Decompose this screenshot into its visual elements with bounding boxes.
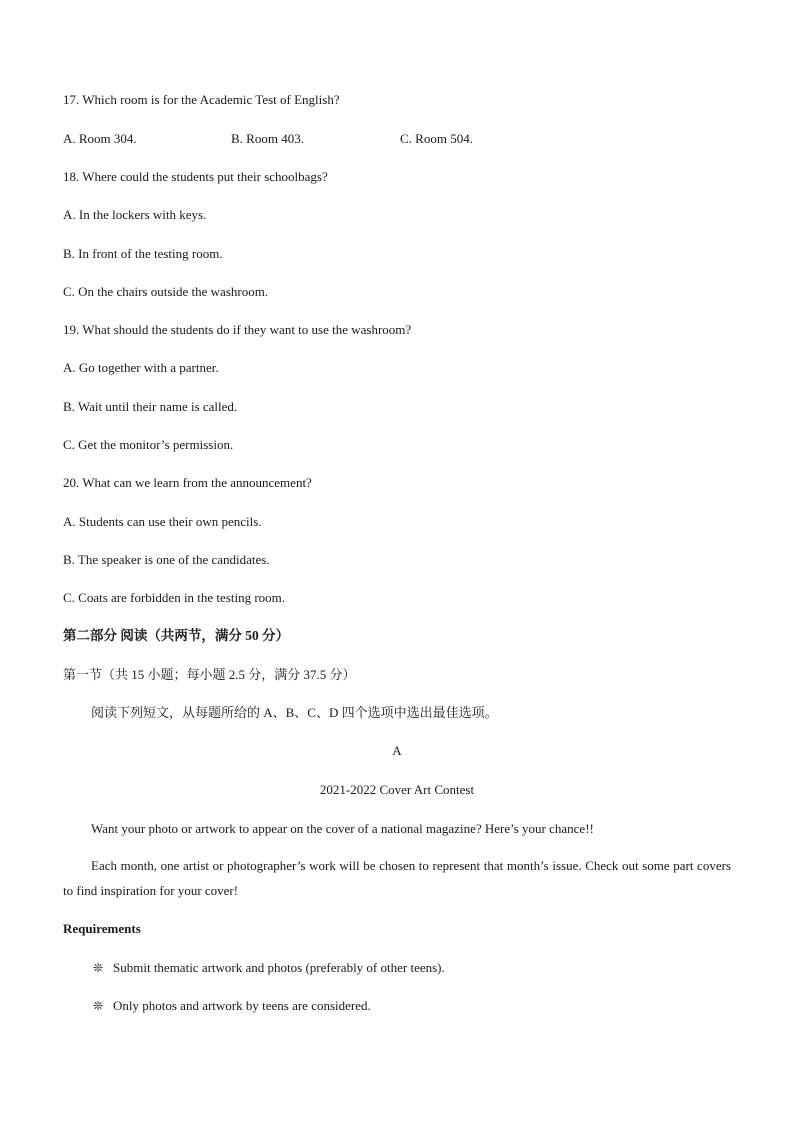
passage-letter: A xyxy=(392,743,402,758)
question-18-option-b: B. In front of the testing room. xyxy=(63,246,223,261)
question-20-option-b: B. The speaker is one of the candidates. xyxy=(63,552,270,567)
question-19-option-c: C. Get the monitor’s permission. xyxy=(63,437,234,452)
passage-title: 2021-2022 Cover Art Contest xyxy=(319,782,475,797)
question-20-stem: 20. What can we learn from the announcement? xyxy=(63,475,312,490)
question-17-option-b: B. Room 403. xyxy=(231,131,304,146)
question-19-stem: 19. What should the students do if they want to use the washroom? xyxy=(63,322,412,337)
requirement-item xyxy=(93,960,445,976)
passage-paragraph-1: Want your photo or artwork to appear on the cover of a national magazine? Here’s your chance!! xyxy=(91,821,594,836)
part-two-heading: 第二部分 阅读（共两节，满分 50 分） xyxy=(63,628,290,643)
question-18-stem: 18. Where could the students put their schoolbags? xyxy=(63,169,328,184)
question-18-option-c: C. On the chairs outside the washroom. xyxy=(63,284,269,299)
question-17-option-c: C. Room 504. xyxy=(400,131,473,146)
question-19-option-b: B. Wait until their name is called. xyxy=(63,399,238,414)
reading-instruction: 阅读下列短文，从每题所给的 A、B、C、D 四个选项中选出最佳选项。 xyxy=(91,705,498,720)
section-one-heading: 第一节（共 15 小题；每小题 2.5 分，满分 37.5 分） xyxy=(63,667,356,682)
question-19-option-a: A. Go together with a partner. xyxy=(63,360,219,375)
requirement-item xyxy=(93,998,371,1014)
bullet-icon: ❊ xyxy=(93,999,104,1013)
requirement-text: Submit thematic artwork and photos (preferably of other teens). xyxy=(113,960,445,975)
requirement-text: Only photos and artwork by teens are considered. xyxy=(113,998,371,1013)
question-17-stem: 17. Which room is for the Academic Test of English? xyxy=(63,92,340,107)
question-20-option-c: C. Coats are forbidden in the testing room. xyxy=(63,590,286,605)
question-17-option-a: A. Room 304. xyxy=(63,131,137,146)
question-20-option-a: A. Students can use their own pencils. xyxy=(63,514,262,529)
passage-paragraph-2: Each month, one artist or photographer’s work will be chosen to represent that month’s issue. Check out some part covers to find inspiration for your cover! xyxy=(63,858,731,898)
question-18-option-a: A. In the lockers with keys. xyxy=(63,207,207,222)
question-17-options xyxy=(63,131,723,147)
requirements-heading: Requirements xyxy=(63,921,141,936)
bullet-icon: ❊ xyxy=(93,961,104,975)
